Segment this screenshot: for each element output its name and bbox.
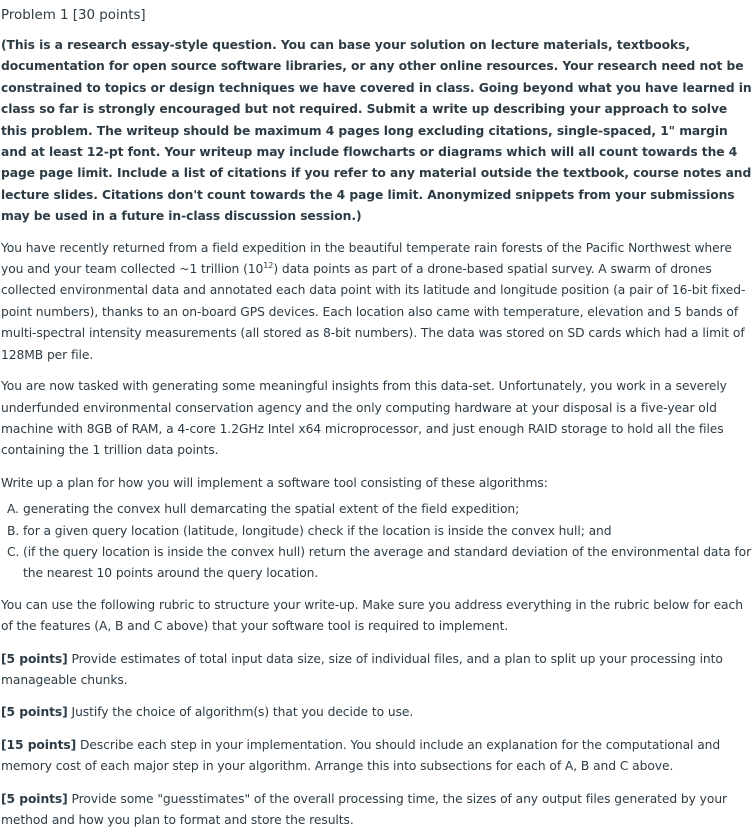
scenario-exponent: 12: [263, 260, 274, 270]
rubric-item-algorithm-choice: [1, 702, 755, 723]
rubric-points: [5 points]: [1, 705, 68, 720]
feature-text: (if the query location is inside the convex hull) return the average and standard deviation of the environmental data for the nearest 10 points around the query location.: [23, 544, 752, 581]
writeup-prompt: Write up a plan for how you will implement a software tool consisting of these algorithms:: [1, 475, 548, 490]
rubric-points: [15 points]: [1, 737, 77, 752]
rubric-intro: You can use the following rubric to structure your write-up. Make sure you address everything in the rubric below for each of the features (A, B and C above) that your software tool is required to implement.: [1, 597, 743, 634]
rubric-text: Justify the choice of algorithm(s) that you decide to use.: [67, 705, 414, 720]
feature-list: [1, 499, 755, 585]
feature-marker: C.: [7, 544, 20, 559]
feature-text: for a given query location (latitude, longitude) check if the location is inside the convex hull; and: [23, 523, 612, 538]
feature-text: generating the convex hull demarcating the spatial extent of the field expedition;: [23, 502, 520, 517]
rubric-item-implementation: [1, 735, 755, 778]
scenario-text-after: ) data points as part of a drone-based spatial survey. A swarm of drones collected environmental data and annotated each data point with its latitude and longitude position (a pair of 16-bit fixed-point numbers), thanks to an on-board GPS devices. Each location also came with temperature, elevation and 5 bands of multi-spectral intensity measurements (all stored as 8-bit numbers). The data was stored on SD cards which had a limit of 128MB per file.: [1, 262, 746, 362]
feature-item-c: [1, 542, 755, 585]
task-paragraph: You are now tasked with generating some meaningful insights from this data-set. Unfortunately, you work in a severely underfunded environmental conservation agency and the only computing hardware at your disposal is a five-year old machine with 8GB of RAM, a 4-core 1.2GHz Intel x64 microprocessor, and just enough RAID storage to hold all the files containing the 1 trillion data points.: [1, 379, 727, 458]
instructions-paragraph: (This is a research essay-style question. You can base your solution on lecture materials, textbooks, documentation for open source software libraries, or any other online resources. Your research need not be constrained to topics or design techniques we have covered in class. Going beyond what you have learned in class so far is strongly encouraged but not required. Submit a write up describing your approach to solve this problem. The writeup should be maximum 4 pages long excluding citations, single-spaced, 1" margin and at least 12-pt font. Your writeup may include flowcharts or diagrams which will all count towards the 4 page page limit. Include a list of citations if you refer to any material outside the textbook, course notes and lecture slides. Citations don't count towards the 4 page limit. Anonymized snippets from your submissions may be used in a future in-class discussion session.): [1, 38, 752, 224]
problem-title: Problem 1 [30 points]: [1, 8, 146, 23]
scenario-text-before: You have recently returned from a field expedition in the beautiful temperate rain forests of the Pacific Northwest where you and your team collected ~1 trillion (10: [1, 240, 732, 277]
rubric-text: Provide some "guesstimates" of the overall processing time, the sizes of any output files generated by your method and how you plan to format and store the results.: [1, 791, 728, 827]
feature-item-a: [1, 499, 755, 520]
rubric-text: Provide estimates of total input data size, size of individual files, and a plan to split up your processing into manageable chunks.: [1, 651, 723, 687]
rubric-item-guesstimates: [1, 789, 755, 831]
feature-item-b: [1, 521, 755, 542]
rubric-text: Describe each step in your implementation. You should include an explanation for the computational and memory cost of each major step in your algorithm. Arrange this into subsections for each of A, B and C above.: [1, 737, 721, 774]
scenario-paragraph: [1, 238, 755, 366]
rubric-item-data-size: [1, 649, 755, 692]
rubric-points: [5 points]: [1, 791, 68, 806]
rubric-points: [5 points]: [1, 651, 68, 666]
feature-marker: A.: [7, 502, 19, 517]
feature-marker: B.: [7, 523, 20, 538]
